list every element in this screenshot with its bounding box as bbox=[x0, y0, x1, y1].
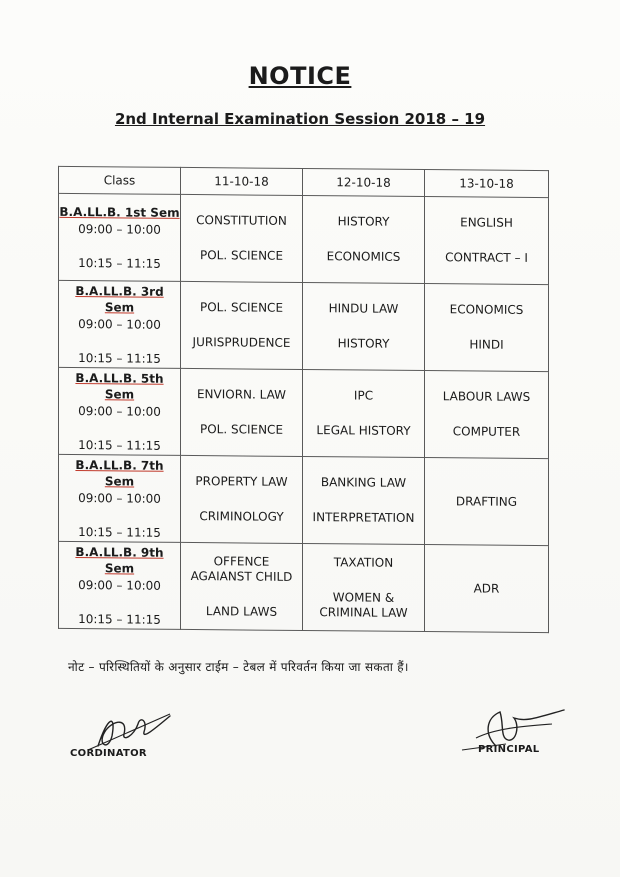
subject: WOMEN & bbox=[332, 589, 395, 605]
subject-cell bbox=[181, 368, 303, 456]
class-cell bbox=[59, 454, 181, 542]
subject: CONTRACT – I bbox=[445, 250, 528, 265]
subject: CONSTITUTION bbox=[196, 213, 287, 228]
subject: DRAFTING bbox=[455, 493, 518, 509]
semester-name: B.A.LL.B. 7th Sem bbox=[75, 457, 164, 489]
timetable-change-note: नोट – परिस्थितियों के अनुसार टाईम – टेबल में परिवर्तन किया जा सकता हैं। bbox=[68, 660, 409, 674]
time-slot-2: 10:15 – 11:15 bbox=[78, 255, 161, 271]
subject: HISTORY bbox=[337, 336, 390, 351]
header-date-2: 12-10-18 bbox=[303, 168, 425, 196]
subject: POL. SCIENCE bbox=[199, 248, 284, 263]
subject-cell bbox=[303, 369, 425, 457]
subject: HISTORY bbox=[337, 214, 390, 229]
header-date-3: 13-10-18 bbox=[425, 170, 549, 198]
coordinator-signature-icon bbox=[78, 706, 178, 754]
header-class: Class bbox=[59, 166, 181, 194]
class-cell bbox=[59, 541, 181, 629]
time-slot-1: 09:00 – 10:00 bbox=[78, 403, 161, 419]
subject-cell bbox=[181, 455, 303, 543]
semester-name: B.A.LL.B. 5th Sem bbox=[75, 370, 164, 402]
subject: ECONOMICS bbox=[326, 249, 401, 264]
subject: PROPERTY LAW bbox=[195, 474, 288, 489]
subject-cell bbox=[425, 371, 549, 459]
table-row bbox=[59, 280, 549, 371]
subject: LEGAL HISTORY bbox=[316, 423, 411, 438]
notice-title: NOTICE bbox=[248, 62, 352, 90]
time-slot-1: 09:00 – 10:00 bbox=[78, 221, 161, 237]
table-row bbox=[59, 367, 549, 458]
subject: TAXATION bbox=[333, 554, 394, 570]
principal-label: PRINCIPAL bbox=[478, 744, 540, 755]
coordinator-label: CORDINATOR bbox=[70, 748, 147, 759]
subject: HINDI bbox=[469, 337, 504, 352]
subject: POL. SCIENCE bbox=[199, 300, 284, 315]
table-row bbox=[59, 193, 549, 284]
class-cell bbox=[59, 367, 181, 455]
subject: AGAIANST CHILD bbox=[190, 568, 293, 584]
time-slot-1: 09:00 – 10:00 bbox=[78, 316, 161, 332]
subject: CRIMINOLOGY bbox=[199, 509, 284, 524]
subject: LABOUR LAWS bbox=[442, 389, 531, 404]
subject: OFFENCE bbox=[213, 553, 270, 569]
subject-cell bbox=[425, 545, 549, 633]
time-slot-1: 09:00 – 10:00 bbox=[78, 577, 161, 593]
subject: ADR bbox=[473, 580, 500, 596]
header-date-1: 11-10-18 bbox=[181, 167, 303, 195]
subject-cell bbox=[425, 458, 549, 546]
subject: ENVIORN. LAW bbox=[196, 387, 287, 402]
semester-name: B.A.LL.B. 3rd Sem bbox=[75, 283, 164, 315]
exam-timetable bbox=[58, 166, 549, 633]
semester-name: B.A.LL.B. 9th Sem bbox=[75, 544, 164, 576]
subject-cell bbox=[181, 194, 303, 282]
class-cell bbox=[59, 193, 181, 281]
subject: ECONOMICS bbox=[449, 302, 524, 317]
semester-name: B.A.LL.B. 1st Sem bbox=[59, 204, 180, 220]
table-row bbox=[59, 541, 549, 632]
subject-cell bbox=[303, 282, 425, 370]
subject-cell bbox=[303, 195, 425, 283]
time-slot-1: 09:00 – 10:00 bbox=[78, 490, 161, 506]
table-row bbox=[59, 454, 549, 545]
subject: HINDU LAW bbox=[328, 301, 399, 316]
subject: COMPUTER bbox=[452, 424, 521, 439]
subject: LAND LAWS bbox=[205, 603, 278, 619]
subject: INTERPRETATION bbox=[312, 510, 415, 525]
subject: POL. SCIENCE bbox=[199, 422, 284, 437]
subject-cell bbox=[303, 456, 425, 544]
subject-cell bbox=[181, 281, 303, 369]
subject-cell bbox=[425, 197, 549, 285]
subject: JURISPRUDENCE bbox=[192, 335, 291, 350]
time-slot-2: 10:15 – 11:15 bbox=[78, 437, 161, 453]
time-slot-2: 10:15 – 11:15 bbox=[78, 611, 161, 627]
subject-cell bbox=[425, 284, 549, 372]
session-title: 2nd Internal Examination Session 2018 – 19 bbox=[114, 110, 486, 128]
table-header-row bbox=[59, 166, 549, 197]
subject: IPC bbox=[353, 388, 374, 403]
subject: ENGLISH bbox=[460, 215, 513, 230]
subject: BANKING LAW bbox=[320, 475, 407, 490]
time-slot-2: 10:15 – 11:15 bbox=[78, 350, 161, 366]
subject: CRIMINAL LAW bbox=[319, 604, 408, 620]
subject-cell bbox=[303, 543, 425, 631]
subject-cell bbox=[181, 542, 303, 630]
class-cell bbox=[59, 280, 181, 368]
time-slot-2: 10:15 – 11:15 bbox=[78, 524, 161, 540]
